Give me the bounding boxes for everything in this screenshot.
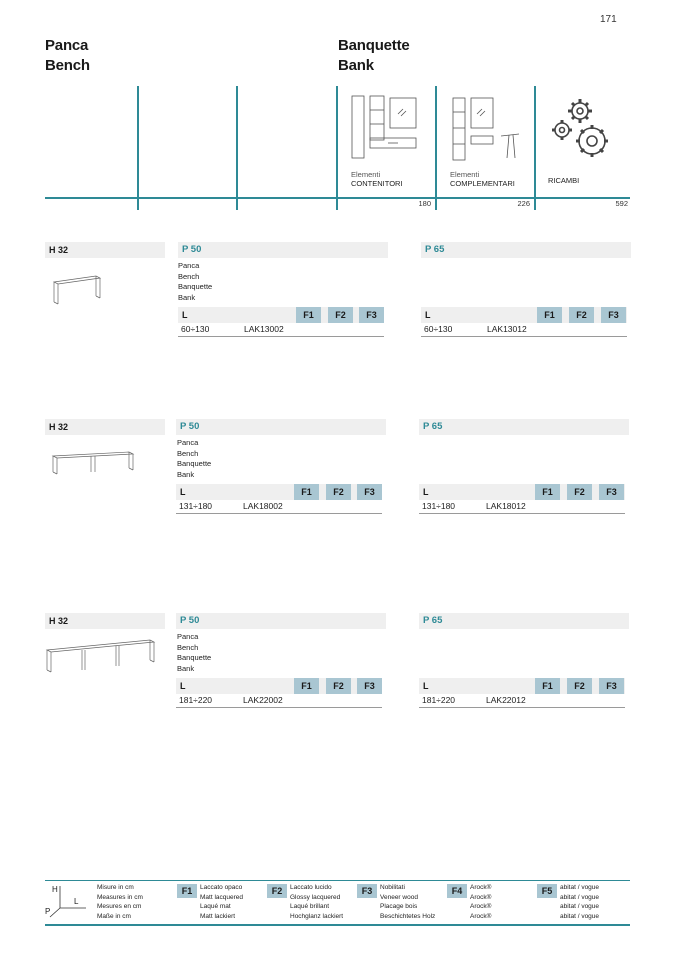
legend-bottom-rule [45, 924, 630, 926]
finish-f1-box: F1 [294, 484, 319, 500]
nav-label: Elementi COMPLEMENTARI [450, 170, 515, 188]
finish-f2-box: F2 [567, 484, 592, 500]
gears-icon [550, 96, 614, 162]
bench-long-drawing [44, 636, 158, 676]
depth-band [176, 419, 386, 435]
length-header: L F1 F2 F3 [176, 678, 382, 694]
legend-f1-text: Laccato opaco Matt lacquered Laqué mat Matt lackiert [200, 884, 243, 920]
finish-f3-box: F3 [359, 307, 384, 323]
product-description: Panca Bench Banquette Bank [177, 632, 212, 673]
finish-f1-box: F1 [535, 484, 560, 500]
finish-f3-box: F3 [357, 484, 382, 500]
complementary-elements-icon [449, 96, 521, 162]
finish-f3-box: F3 [357, 678, 382, 694]
nav-divider [137, 86, 139, 210]
depth-band [178, 242, 388, 258]
finish-f2-box: F2 [326, 678, 351, 694]
row-divider [419, 513, 625, 514]
product-code: LAK22002 [243, 695, 283, 705]
depth-label: P 50 [180, 615, 200, 626]
axis-p-label: P [45, 907, 51, 916]
legend-f5-text: abitat / vogue abitat / vogue abitat / vogue abitat / vogue [560, 884, 600, 920]
product-code: LAK13002 [244, 324, 284, 334]
page-title-left [45, 36, 90, 76]
height-label: H 32 [49, 422, 69, 432]
row-divider [419, 707, 625, 708]
nav-page-number: 226 [517, 199, 530, 208]
product-code: LAK18002 [243, 501, 283, 511]
title-italian: Panca [45, 37, 89, 54]
product-description: Panca Bench Banquette Bank [177, 438, 212, 479]
measures-note: Misure in cm Measures in cm Mesures en cm Maße in cm [97, 884, 143, 920]
product-description: Panca Bench Banquette Bank [178, 261, 213, 302]
height-band [45, 242, 165, 258]
page-number: 171 [600, 14, 617, 25]
length-header: L F1 F2 F3 [421, 307, 627, 323]
size-range: 60÷130 [424, 324, 453, 334]
product-code: LAK18012 [486, 501, 526, 511]
depth-band [419, 613, 629, 629]
finish-f1-box: F1 [294, 678, 319, 694]
legend-f2-box: F2 [267, 884, 287, 898]
height-label: H 32 [49, 616, 69, 626]
nav-page-number: 592 [615, 199, 628, 208]
length-header: L F1 F2 F3 [178, 307, 384, 323]
title-french: Banquette [338, 37, 410, 54]
legend-f5-box: F5 [537, 884, 557, 898]
product-code: LAK13012 [487, 324, 527, 334]
size-range: 60÷130 [181, 324, 210, 334]
row-divider [176, 513, 382, 514]
finish-f3-box: F3 [599, 484, 624, 500]
nav-baseline [45, 197, 630, 199]
depth-label: P 65 [425, 244, 445, 255]
legend-f4-box: F4 [447, 884, 467, 898]
depth-label: P 50 [182, 244, 202, 255]
legend-f2-text: Laccato lucido Glossy lacquered Laqué brillant Hochglanz lackiert [290, 884, 344, 920]
size-range: 181÷220 [422, 695, 456, 705]
depth-band [419, 419, 629, 435]
bench-short-drawing [50, 272, 102, 308]
depth-label: P 50 [180, 421, 200, 432]
finish-f1-box: F1 [537, 307, 562, 323]
row-divider [421, 336, 627, 337]
nav-label: RICAMBI [548, 176, 580, 185]
legend-f4-text: Arock® Arock® Arock® Arock® [470, 884, 492, 920]
length-header: L F1 F2 F3 [176, 484, 382, 500]
legend-f1-box: F1 [177, 884, 197, 898]
axis-l-label: L [74, 897, 79, 906]
nav-label: Elementi CONTENITORI [351, 170, 403, 188]
axis-h-label: H [52, 885, 58, 894]
finish-f2-box: F2 [326, 484, 351, 500]
length-header: L F1 F2 F3 [419, 678, 625, 694]
nav-item-complementari[interactable] [437, 90, 533, 190]
finish-f2-box: F2 [567, 678, 592, 694]
length-header: L F1 F2 F3 [419, 484, 625, 500]
depth-band [421, 242, 631, 258]
bench-medium-drawing [49, 448, 137, 478]
legend-f3-box: F3 [357, 884, 377, 898]
product-code: LAK22012 [486, 695, 526, 705]
legend-top-rule [45, 880, 630, 881]
row-divider [176, 707, 382, 708]
finish-f2-box: F2 [569, 307, 594, 323]
height-band [45, 419, 165, 435]
cabinet-elements-icon [350, 92, 422, 160]
depth-label: P 65 [423, 615, 443, 626]
nav-page-number: 180 [418, 199, 431, 208]
page-title-right [338, 36, 410, 76]
height-band [45, 613, 165, 629]
nav-item-contenitori[interactable] [338, 90, 434, 190]
row-divider [178, 336, 384, 337]
depth-label: P 65 [423, 421, 443, 432]
title-german: Bank [338, 57, 374, 74]
nav-item-ricambi[interactable] [536, 90, 630, 190]
title-english: Bench [45, 57, 90, 74]
finish-f1-box: F1 [535, 678, 560, 694]
finish-f1-box: F1 [296, 307, 321, 323]
height-label: H 32 [49, 245, 69, 255]
finish-f3-box: F3 [601, 307, 626, 323]
size-range: 131÷180 [422, 501, 456, 511]
nav-divider [236, 86, 238, 210]
depth-band [176, 613, 386, 629]
finish-f2-box: F2 [328, 307, 353, 323]
size-range: 131÷180 [179, 501, 213, 511]
legend-f3-text: Nobilitati Veneer wood Placage bois Beschichtetes Holz [380, 884, 436, 920]
size-range: 181÷220 [179, 695, 213, 705]
finish-f3-box: F3 [599, 678, 624, 694]
